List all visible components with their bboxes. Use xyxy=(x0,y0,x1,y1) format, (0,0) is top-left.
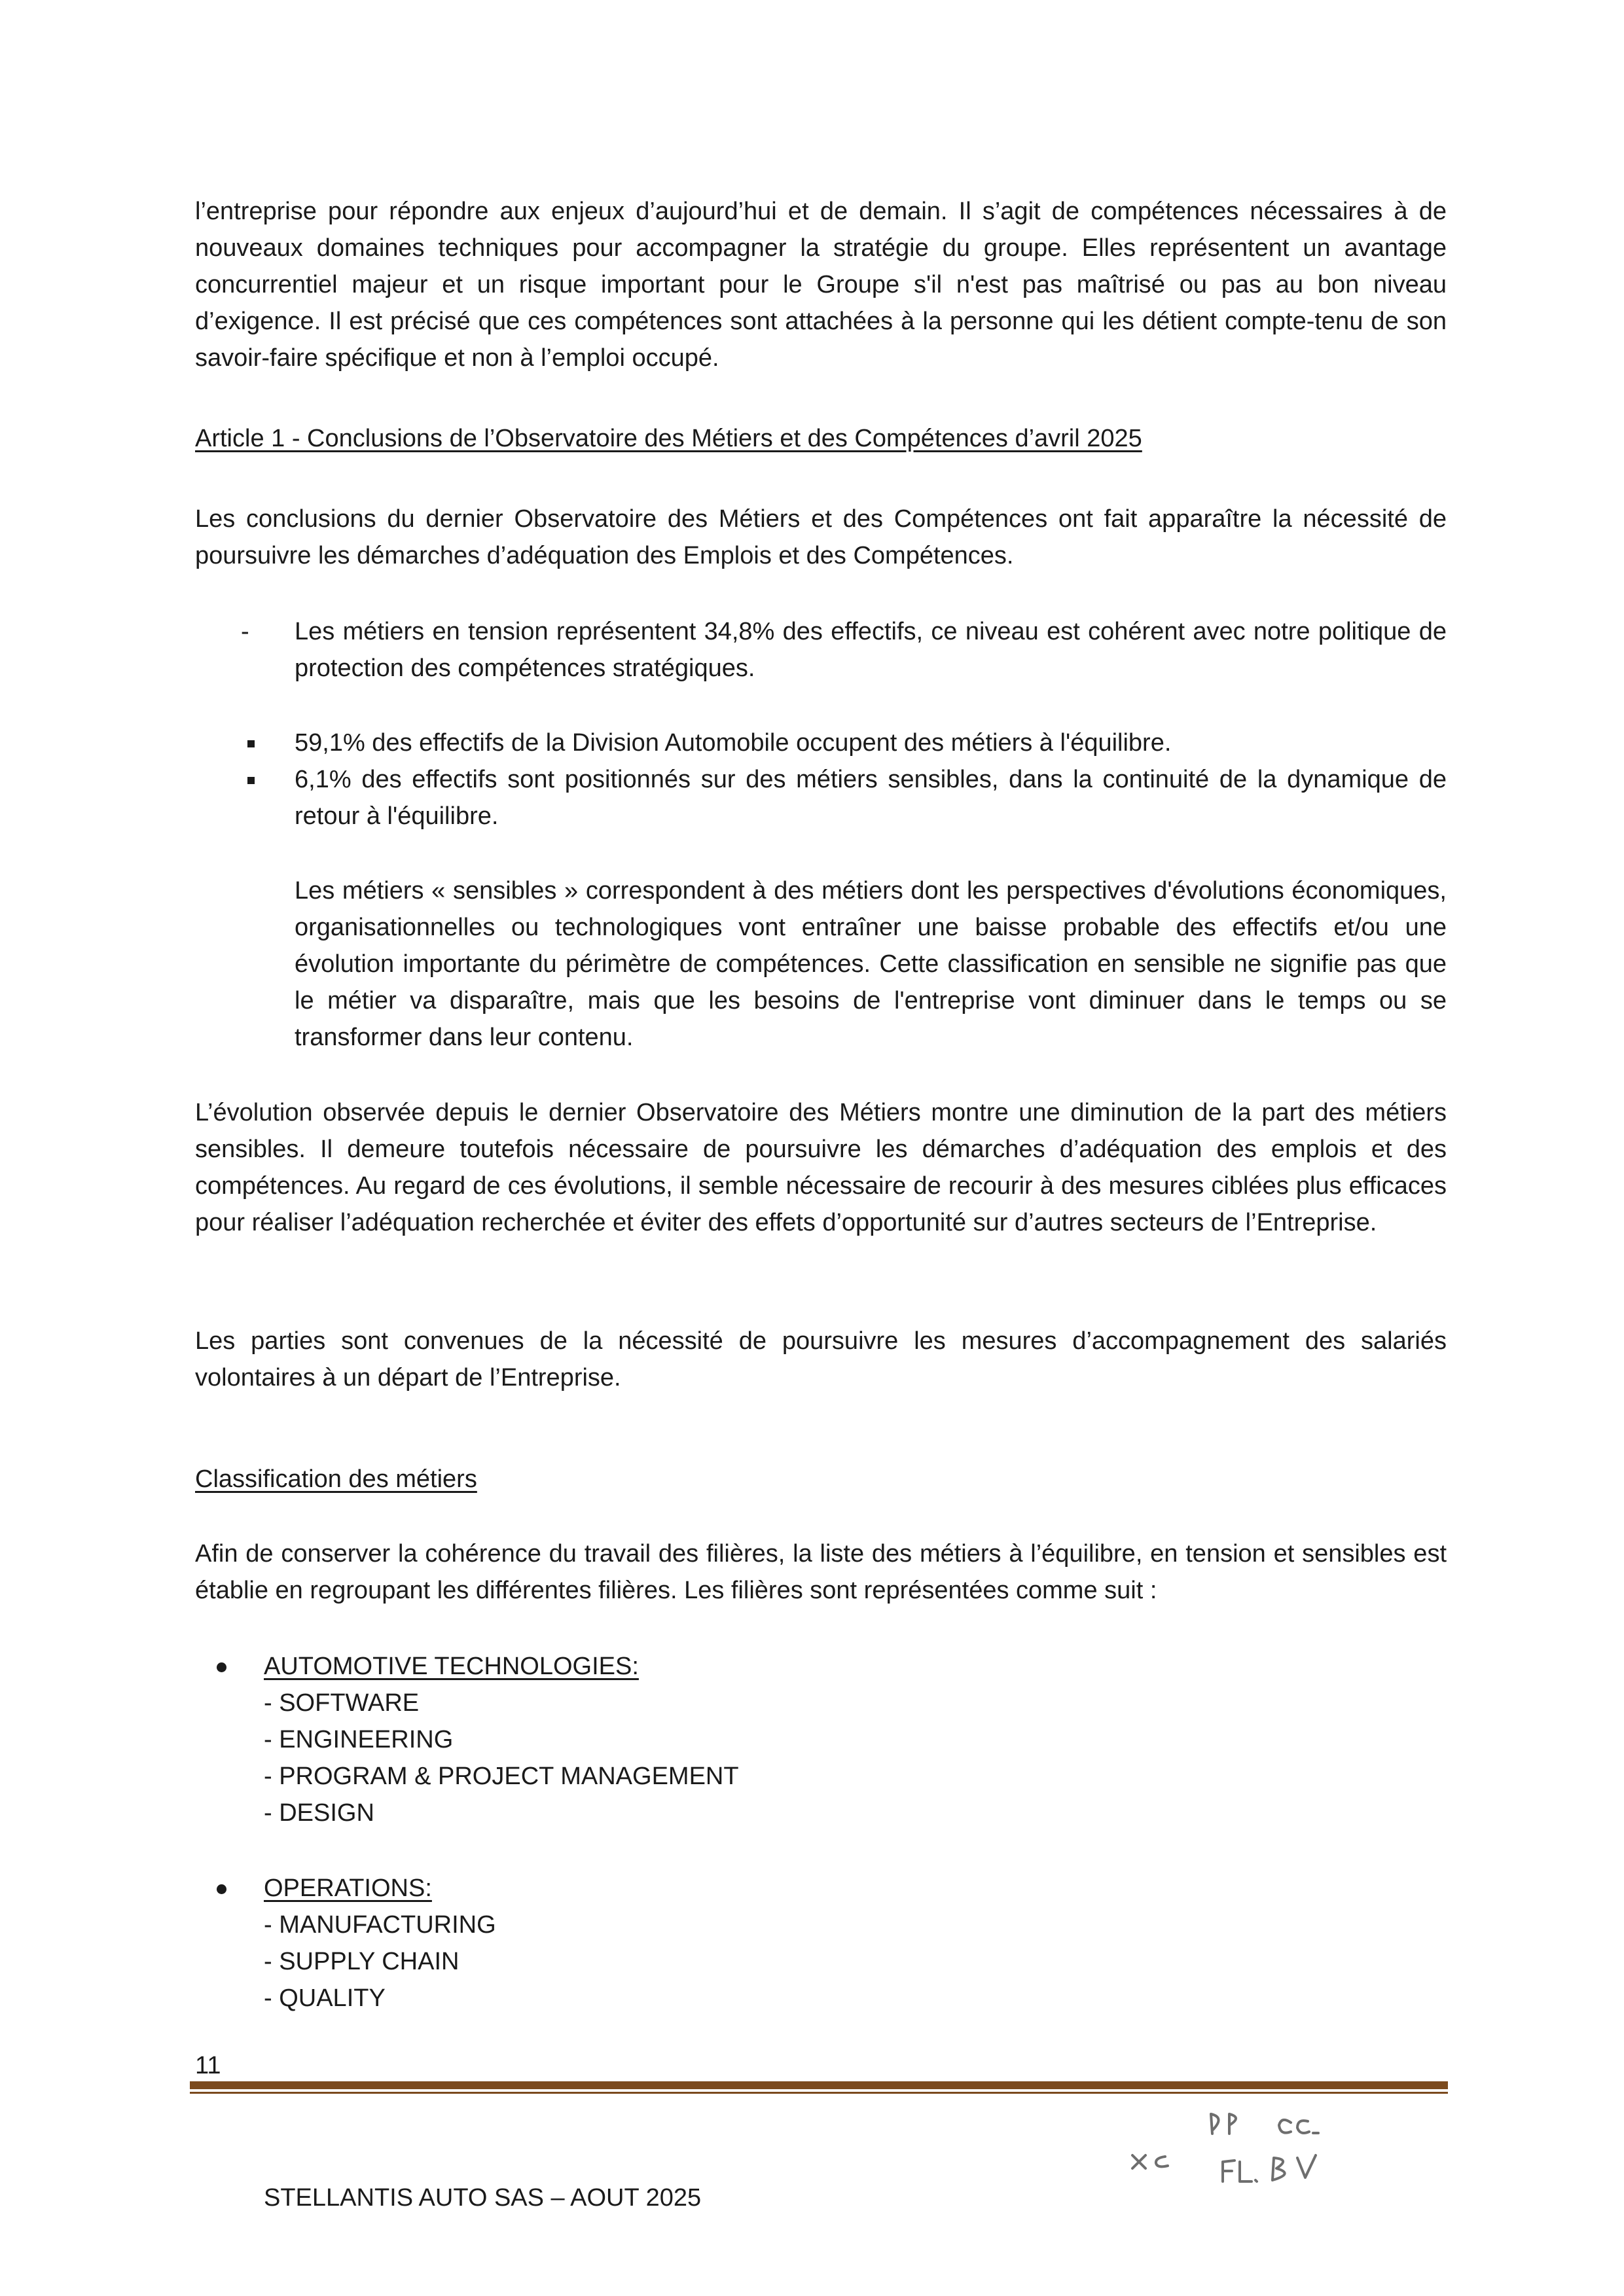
category-sub-item: - DESIGN xyxy=(264,1799,374,1827)
article-1-heading: Article 1 - Conclusions de l’Observatoire des Métiers et des Compétences d’avril 2025 xyxy=(195,425,1142,452)
square-list-item xyxy=(195,725,1447,761)
category-sub-item: - PROGRAM & PROJECT MANAGEMENT xyxy=(264,1763,739,1790)
classification-heading: Classification des métiers xyxy=(195,1465,477,1493)
footer-rule-thick xyxy=(190,2081,1448,2089)
square-bullet-icon xyxy=(247,740,255,747)
square-bullet-icon xyxy=(247,777,255,784)
category-title: OPERATIONS: xyxy=(264,1874,432,1902)
parties-paragraph: Les parties sont convenues de la nécessité de poursuivre les mesures d’accompagnement des salariés volontaires à un départ de l’Entreprise. xyxy=(195,1327,1447,1391)
footer-rule-thin xyxy=(190,2092,1448,2094)
intro-paragraph: l’entreprise pour répondre aux enjeux d’aujourd’hui et de demain. Il s’agit de compétences nécessaires à de nouveaux domaines techniques pour accompagner la stratégie du groupe. Elles représentent un avantage concurrentiel majeur et un risque important pour le Groupe s'il n'est pas maîtrisé ou pas au bon niveau d’exigence. Il est précisé que ces compétences sont attachées à la personne qui les détient compte-tenu de son savoir-faire spécifique et non à l’emploi occupé. xyxy=(195,198,1447,372)
dash-list-item xyxy=(195,613,1447,687)
category-operations xyxy=(195,1870,1447,2017)
bullet-dot-icon xyxy=(217,1884,226,1894)
bullet-dot-icon xyxy=(217,1662,226,1672)
category-sub-item: - ENGINEERING xyxy=(264,1726,454,1753)
category-sub-item: - MANUFACTURING xyxy=(264,1911,496,1939)
footer-company-line: STELLANTIS AUTO SAS – AOUT 2025 xyxy=(264,2184,702,2212)
handwritten-initials-signature xyxy=(1119,2098,1368,2196)
square-item-text: 59,1% des effectifs de la Division Automobile occupent des métiers à l'équilibre. xyxy=(295,729,1172,757)
sensibles-paragraph: Les métiers « sensibles » correspondent à des métiers dont les perspectives d'évolutions économiques, organisationnelles ou technologiques vont entraîner une baisse probable des effectifs et/ou une évolution importante du périmètre de compétences. Cette classification en sensible ne signifie pas que le métier va disparaître, mais que les besoins de l'entreprise vont diminuer dans le temps ou se transformer dans leur contenu. xyxy=(295,877,1447,1051)
classification-paragraph: Afin de conserver la cohérence du travail des filières, la liste des métiers à l’équilibre, en tension et sensibles est établie en regroupant les différentes filières. Les filières sont représentées comme suit : xyxy=(195,1540,1447,1604)
category-sub-item: - SUPPLY CHAIN xyxy=(264,1948,460,1975)
dash-item-text: Les métiers en tension représentent 34,8% des effectifs, ce niveau est cohérent avec notre politique de protection des compétences stratégiques. xyxy=(295,618,1447,682)
sensibles-block xyxy=(195,872,1447,1056)
square-list-item xyxy=(195,761,1447,834)
category-automotive-technologies xyxy=(195,1648,1447,1827)
category-sub-item: - SOFTWARE xyxy=(264,1689,420,1717)
category-title: AUTOMOTIVE TECHNOLOGIES: xyxy=(264,1653,639,1680)
evolution-paragraph: L’évolution observée depuis le dernier Observatoire des Métiers montre une diminution de la part des métiers sensibles. Il demeure toutefois nécessaire de poursuivre les démarches d’adéquation des emplois et des compétences. Au regard de ces évolutions, il semble nécessaire de recourir à des mesures ciblées plus efficaces pour réaliser l’adéquation recherchée et éviter des effets d’opportunité sur d’autres secteurs de l’Entreprise. xyxy=(195,1099,1447,1236)
category-sub-item: - QUALITY xyxy=(264,1984,386,2012)
dash-marker: - xyxy=(241,618,249,645)
page-number: 11 xyxy=(195,2052,221,2079)
article-1-paragraph: Les conclusions du dernier Observatoire des Métiers et des Compétences ont fait apparaître la nécessité de poursuivre les démarches d’adéquation des Emplois et des Compétences. xyxy=(195,505,1447,569)
square-item-text: 6,1% des effectifs sont positionnés sur des métiers sensibles, dans la continuité de la dynamique de retour à l'équilibre. xyxy=(295,766,1447,830)
